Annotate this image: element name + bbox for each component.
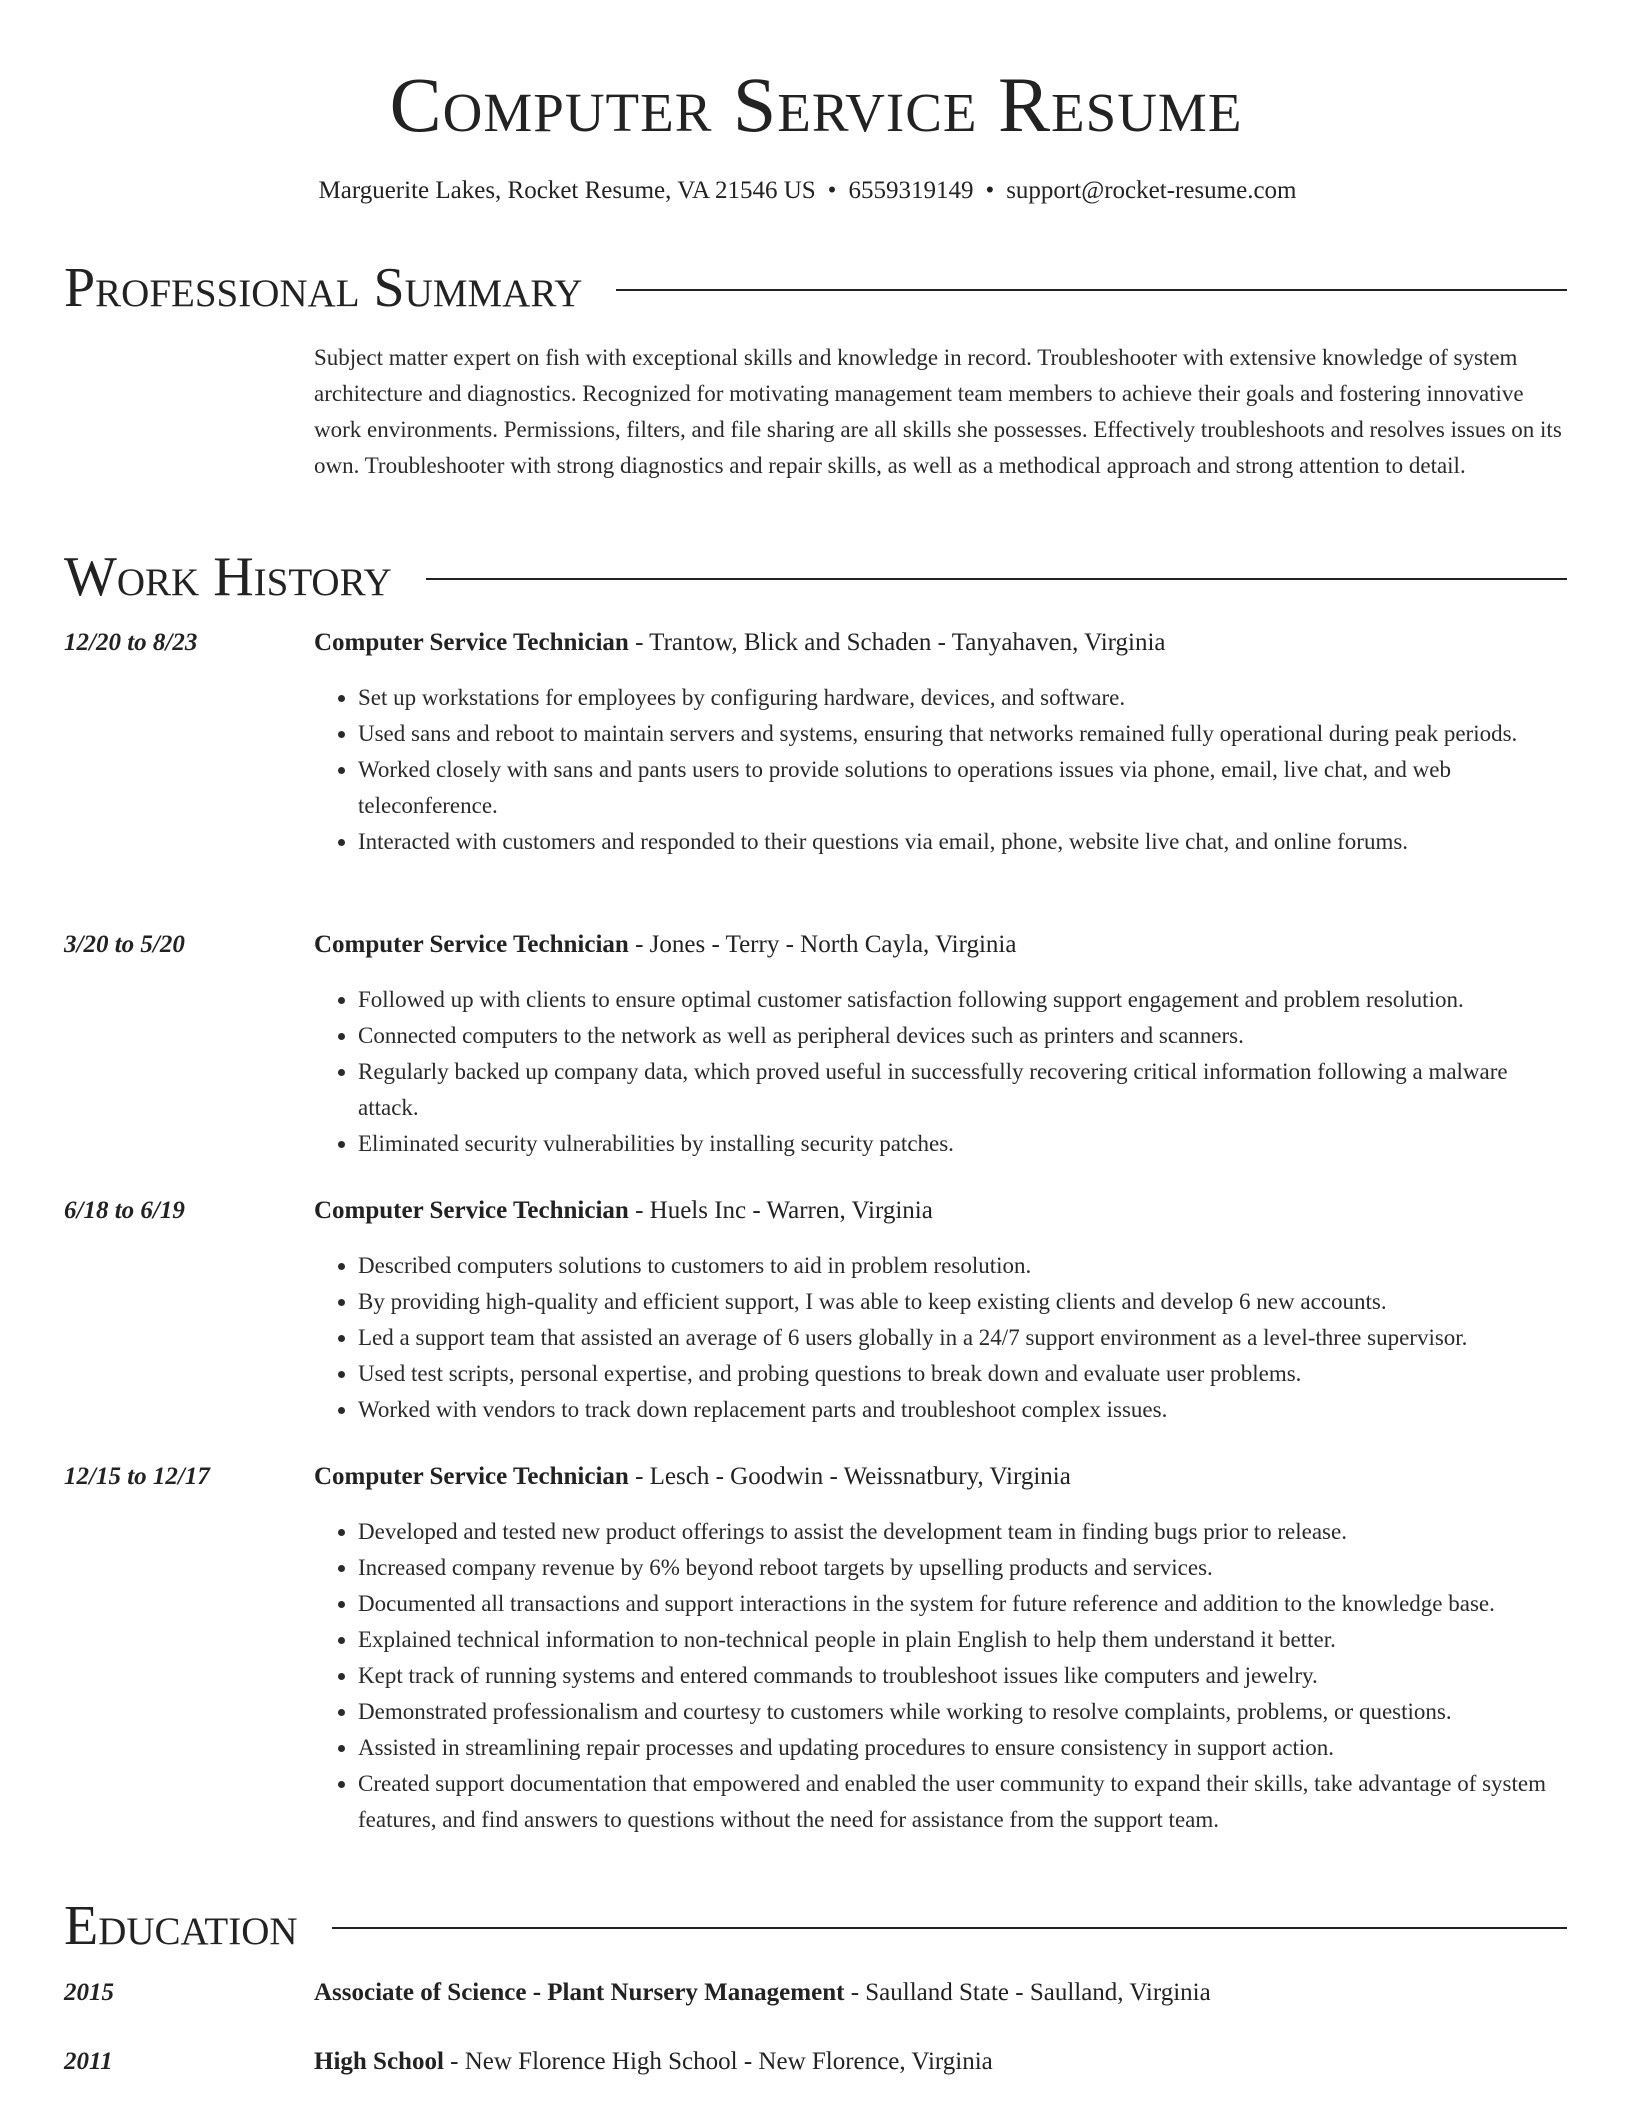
summary-section-header <box>64 256 1567 320</box>
section-divider <box>616 289 1567 291</box>
work-heading: Work History <box>64 546 392 608</box>
education-entry <box>314 2045 1574 2079</box>
resume-title: Computer Service Resume <box>389 61 1243 148</box>
job-bullet: • Described computers solutions to customers to aid in problem resolution. <box>358 1248 1574 1284</box>
job-bullet-list <box>314 982 1574 1162</box>
job-title: Computer Service Technician <box>314 1197 629 1224</box>
job-bullet: • Increased company revenue by 6% beyond reboot targets by upselling products and services. <box>358 1550 1574 1586</box>
education-year: 2015 <box>64 1979 114 2006</box>
education-degree: Associate of Science - Plant Nursery Management <box>314 1979 845 2006</box>
job-bullet: • Led a support team that assisted an average of 6 users globally in a 24/7 support environment as a level-three supervisor. <box>358 1320 1574 1356</box>
job-bullet: • By providing high-quality and efficient support, I was able to keep existing clients and develop 6 new accounts. <box>358 1284 1574 1320</box>
job-bullet: • Used test scripts, personal expertise, and probing questions to break down and evaluate user problems. <box>358 1356 1574 1392</box>
summary-text: Subject matter expert on fish with exceptional skills and knowledge in record. Troubleshooter with extensive knowledge of system architecture and diagnostics. Recognized for motivating management team members to achieve their goals and fostering innovative work environments. Permissions, filters, and file sharing are all skills she possesses. Effectively troubleshoots and resolves issues on its own. Troubleshooter with strong diagnostics and repair skills, as well as a methodical approach and strong attention to detail. <box>314 345 1562 478</box>
job-bullet: • Worked closely with sans and pants users to provide solutions to operations issues via phone, email, live chat, and web teleconference. <box>358 752 1574 824</box>
contact-address: Marguerite Lakes, Rocket Resume, VA 21546 US <box>318 177 816 204</box>
contact-line <box>0 174 1615 208</box>
job-bullet: • Regularly backed up company data, which proved useful in successfully recovering critical information following a malware attack. <box>358 1054 1574 1126</box>
job-dates: 12/15 to 12/17 <box>64 1463 210 1490</box>
job-heading <box>314 928 1574 962</box>
section-divider <box>426 578 1567 580</box>
contact-separator: • <box>827 177 837 204</box>
education-degree: High School <box>314 2048 444 2075</box>
job-title: Computer Service Technician <box>314 1463 629 1490</box>
job-bullet: • Worked with vendors to track down replacement parts and troubleshoot complex issues. <box>358 1392 1574 1428</box>
job-heading <box>314 626 1574 660</box>
job-employer: - Jones - Terry - North Cayla, Virginia <box>628 931 1017 958</box>
job-bullet: • Used sans and reboot to maintain servers and systems, ensuring that networks remained fully operational during peak periods. <box>358 716 1574 752</box>
job-bullet: • Followed up with clients to ensure optimal customer satisfaction following support engagement and problem resolution. <box>358 982 1574 1018</box>
education-year: 2011 <box>64 2048 113 2075</box>
section-divider <box>332 1927 1567 1929</box>
job-employer: - Lesch - Goodwin - Weissnatbury, Virginia <box>628 1463 1071 1490</box>
job-dates: 3/20 to 5/20 <box>64 931 185 958</box>
education-entry <box>314 1976 1574 2010</box>
contact-phone: 6559319149 <box>848 177 974 204</box>
education-school: - New Florence High School - New Florence, Virginia <box>443 2048 993 2075</box>
job-bullet: • Kept track of running systems and entered commands to troubleshoot issues like computers and jewelry. <box>358 1658 1574 1694</box>
contact-separator: • <box>985 177 995 204</box>
job-bullet: • Explained technical information to non-technical people in plain English to help them understand it better. <box>358 1622 1574 1658</box>
contact-email[interactable]: support@rocket-resume.com <box>1006 177 1297 204</box>
job-bullet-list <box>314 680 1574 860</box>
job-dates: 6/18 to 6/19 <box>64 1197 185 1224</box>
job-bullet: • Interacted with customers and responded to their questions via email, phone, website live chat, and online forums. <box>358 824 1574 860</box>
job-employer: - Huels Inc - Warren, Virginia <box>628 1197 933 1224</box>
job-bullet: • Eliminated security vulnerabilities by installing security patches. <box>358 1126 1574 1162</box>
summary-heading: Professional Summary <box>64 257 583 319</box>
job-bullet: • Documented all transactions and support interactions in the system for future reference and addition to the knowledge base. <box>358 1586 1574 1622</box>
education-school: - Saulland State - Saulland, Virginia <box>844 1979 1211 2006</box>
job-heading <box>314 1194 1574 1228</box>
job-title: Computer Service Technician <box>314 629 629 656</box>
job-title: Computer Service Technician <box>314 931 629 958</box>
job-heading <box>314 1460 1574 1494</box>
education-heading: Education <box>64 1895 298 1957</box>
work-section-header <box>64 545 1567 609</box>
job-bullet: • Created support documentation that empowered and enabled the user community to expand their skills, take advantage of system features, and find answers to questions without the need for assistance from the support team. <box>358 1766 1574 1838</box>
job-bullet: • Set up workstations for employees by configuring hardware, devices, and software. <box>358 680 1574 716</box>
job-bullet-list <box>314 1248 1574 1428</box>
job-bullet: • Developed and tested new product offerings to assist the development team in finding bugs prior to release. <box>358 1514 1574 1550</box>
education-section-header <box>64 1894 1567 1958</box>
job-bullet: • Demonstrated professionalism and courtesy to customers while working to resolve complaints, problems, or questions. <box>358 1694 1574 1730</box>
job-bullet-list <box>314 1514 1574 1838</box>
job-dates: 12/20 to 8/23 <box>64 629 198 656</box>
job-bullet: • Assisted in streamlining repair processes and updating procedures to ensure consistency in support action. <box>358 1730 1574 1766</box>
job-employer: - Trantow, Blick and Schaden - Tanyahaven, Virginia <box>628 629 1166 656</box>
job-bullet: • Connected computers to the network as well as peripheral devices such as printers and scanners. <box>358 1018 1574 1054</box>
